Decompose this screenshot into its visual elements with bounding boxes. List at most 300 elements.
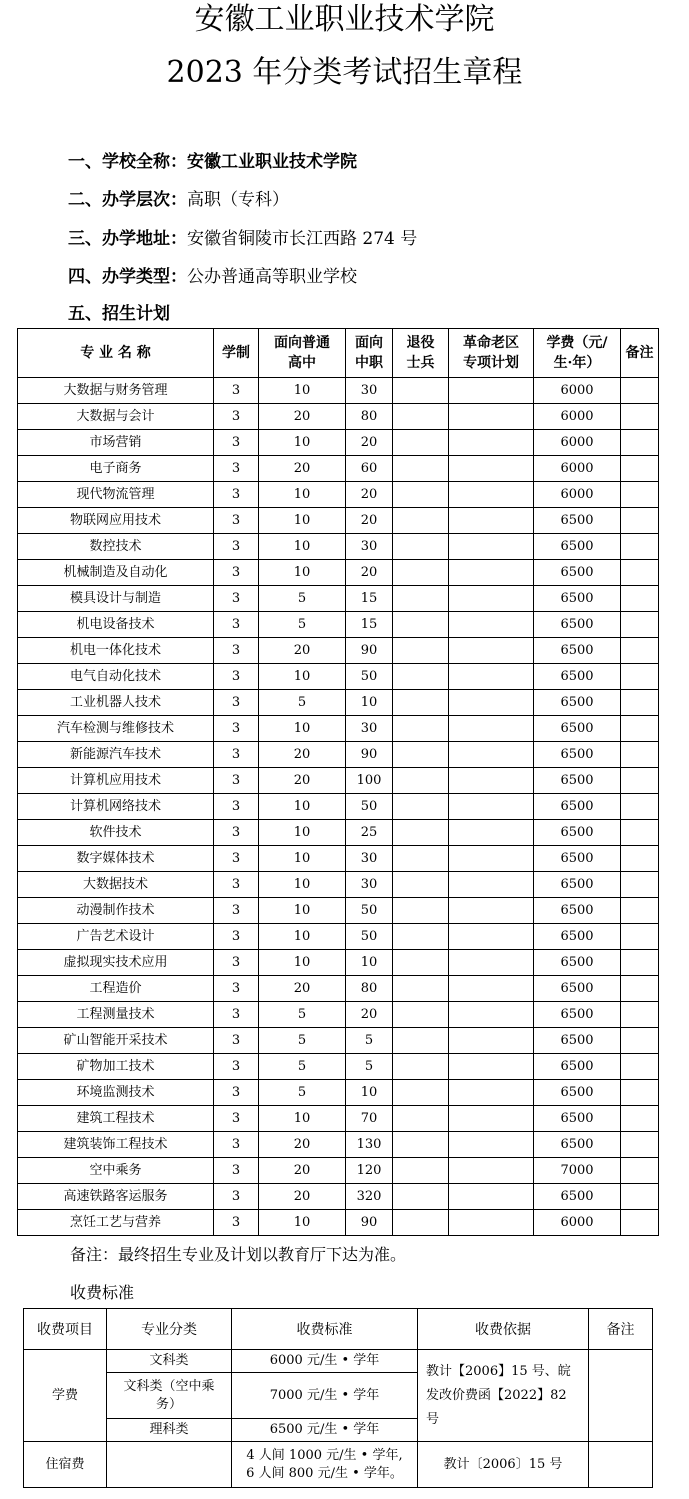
revolution-quota-cell <box>449 1002 534 1028</box>
section-value: 公办普通高等职业学校 <box>187 267 357 287</box>
revolution-quota-cell <box>449 378 534 404</box>
table-row <box>18 1002 659 1028</box>
revolution-quota-cell <box>449 456 534 482</box>
note-cell <box>621 872 659 898</box>
vocational-quota-cell: 20 <box>346 508 393 534</box>
note-cell <box>621 768 659 794</box>
major-cell: 建筑装饰工程技术 <box>18 1132 214 1158</box>
years-cell: 3 <box>214 560 259 586</box>
plan-header-cell <box>259 329 346 378</box>
high-school-quota-cell: 20 <box>259 742 346 768</box>
plan-body <box>18 378 659 1236</box>
revolution-quota-cell <box>449 404 534 430</box>
vocational-quota-cell: 90 <box>346 638 393 664</box>
tuition-cell: 6500 <box>534 664 621 690</box>
vocational-quota-cell: 100 <box>346 768 393 794</box>
major-cell: 计算机应用技术 <box>18 768 214 794</box>
fee-note-tuition <box>589 1350 653 1442</box>
major-cell: 模具设计与制造 <box>18 586 214 612</box>
tuition-cell: 6500 <box>534 690 621 716</box>
tuition-cell: 6500 <box>534 742 621 768</box>
revolution-quota-cell <box>449 898 534 924</box>
years-cell: 3 <box>214 378 259 404</box>
revolution-quota-cell <box>449 872 534 898</box>
high-school-quota-cell: 5 <box>259 690 346 716</box>
vocational-quota-cell: 20 <box>346 430 393 456</box>
note-cell <box>621 690 659 716</box>
note-cell <box>621 924 659 950</box>
high-school-quota-cell: 10 <box>259 716 346 742</box>
revolution-quota-cell <box>449 664 534 690</box>
table-row <box>18 846 659 872</box>
note-cell <box>621 664 659 690</box>
fee-standard-line: 4 人间 1000 元/生 • 学年, <box>246 1447 403 1463</box>
major-cell: 计算机网络技术 <box>18 794 214 820</box>
major-cell: 数控技术 <box>18 534 214 560</box>
fee-header-cell: 备注 <box>589 1309 653 1350</box>
section-label: 二、办学层次： <box>68 190 187 210</box>
major-cell: 物联网应用技术 <box>18 508 214 534</box>
years-cell: 3 <box>214 534 259 560</box>
veteran-quota-cell <box>393 768 449 794</box>
veteran-quota-cell <box>393 1132 449 1158</box>
note-cell <box>621 560 659 586</box>
plan-header-line: 退役 <box>406 335 435 351</box>
years-cell: 3 <box>214 404 259 430</box>
fee-basis-tuition: 教计【2006】15 号、皖发改价费函【2022】82 号 <box>418 1350 589 1442</box>
table-row <box>18 430 659 456</box>
plan-header-line: 革命老区 <box>463 335 519 351</box>
table-row <box>18 768 659 794</box>
fee-header-cell: 收费项目 <box>24 1309 107 1350</box>
years-cell: 3 <box>214 1184 259 1210</box>
page-title: 安徽工业职业技术学院 <box>194 2 495 37</box>
section-value: 高职（专科） <box>187 190 289 210</box>
note-cell <box>621 898 659 924</box>
table-row <box>18 1210 659 1236</box>
revolution-quota-cell <box>449 742 534 768</box>
page-subtitle: 2023 年分类考试招生章程 <box>166 55 523 90</box>
veteran-quota-cell <box>393 534 449 560</box>
note-cell <box>621 456 659 482</box>
high-school-quota-cell: 5 <box>259 1080 346 1106</box>
plan-header-cell <box>18 329 214 378</box>
plan-header-line: 生·年） <box>553 355 601 371</box>
plan-header-line: 学制 <box>222 345 250 361</box>
years-cell: 3 <box>214 846 259 872</box>
tuition-cell: 6500 <box>534 716 621 742</box>
major-cell: 大数据技术 <box>18 872 214 898</box>
tuition-cell: 6500 <box>534 612 621 638</box>
note-cell <box>621 1028 659 1054</box>
vocational-quota-cell: 5 <box>346 1054 393 1080</box>
major-cell: 烹饪工艺与营养 <box>18 1210 214 1236</box>
high-school-quota-cell: 10 <box>259 1210 346 1236</box>
tuition-cell: 6500 <box>534 1054 621 1080</box>
vocational-quota-cell: 50 <box>346 664 393 690</box>
years-cell: 3 <box>214 1054 259 1080</box>
veteran-quota-cell <box>393 1158 449 1184</box>
veteran-quota-cell <box>393 950 449 976</box>
years-cell: 3 <box>214 430 259 456</box>
plan-header-line: 面向 <box>355 335 383 351</box>
vocational-quota-cell: 50 <box>346 924 393 950</box>
years-cell: 3 <box>214 794 259 820</box>
high-school-quota-cell: 20 <box>259 1132 346 1158</box>
years-cell: 3 <box>214 1210 259 1236</box>
revolution-quota-cell <box>449 950 534 976</box>
years-cell: 3 <box>214 508 259 534</box>
years-cell: 3 <box>214 820 259 846</box>
tuition-cell: 6000 <box>534 482 621 508</box>
fee-note-housing <box>589 1442 653 1488</box>
major-cell: 电子商务 <box>18 456 214 482</box>
high-school-quota-cell: 10 <box>259 560 346 586</box>
veteran-quota-cell <box>393 820 449 846</box>
fee-row-tuition-arts <box>24 1350 653 1373</box>
tuition-cell: 6500 <box>534 638 621 664</box>
note-cell <box>621 950 659 976</box>
high-school-quota-cell: 10 <box>259 820 346 846</box>
revolution-quota-cell <box>449 716 534 742</box>
revolution-quota-cell <box>449 430 534 456</box>
years-cell: 3 <box>214 872 259 898</box>
veteran-quota-cell <box>393 1080 449 1106</box>
years-cell: 3 <box>214 742 259 768</box>
high-school-quota-cell: 10 <box>259 898 346 924</box>
major-cell: 新能源汽车技术 <box>18 742 214 768</box>
veteran-quota-cell <box>393 872 449 898</box>
plan-header-cell <box>449 329 534 378</box>
tuition-cell: 6000 <box>534 430 621 456</box>
vocational-quota-cell: 70 <box>346 1106 393 1132</box>
table-row <box>18 716 659 742</box>
vocational-quota-cell: 60 <box>346 456 393 482</box>
note-cell <box>621 1210 659 1236</box>
table-row <box>18 664 659 690</box>
tuition-cell: 6500 <box>534 1028 621 1054</box>
plan-header-cell <box>534 329 621 378</box>
tuition-cell: 6500 <box>534 846 621 872</box>
section-label: 四、办学类型： <box>68 267 187 287</box>
years-cell: 3 <box>214 456 259 482</box>
plan-header-cell <box>214 329 259 378</box>
note-cell <box>621 1158 659 1184</box>
vocational-quota-cell: 50 <box>346 898 393 924</box>
major-cell: 高速铁路客运服务 <box>18 1184 214 1210</box>
table-row <box>18 742 659 768</box>
enrollment-plan-table <box>17 328 659 1236</box>
major-cell: 大数据与财务管理 <box>18 378 214 404</box>
table-row <box>18 820 659 846</box>
veteran-quota-cell <box>393 1210 449 1236</box>
plan-header-line: 士兵 <box>406 355 435 371</box>
veteran-quota-cell <box>393 690 449 716</box>
fee-header-cell: 收费标准 <box>232 1309 418 1350</box>
table-row <box>18 586 659 612</box>
high-school-quota-cell: 20 <box>259 638 346 664</box>
vocational-quota-cell: 5 <box>346 1028 393 1054</box>
note-cell <box>621 508 659 534</box>
major-cell: 广告艺术设计 <box>18 924 214 950</box>
plan-header-cell <box>346 329 393 378</box>
tuition-cell: 6000 <box>534 404 621 430</box>
major-cell: 大数据与会计 <box>18 404 214 430</box>
fee-heading: 收费标准 <box>70 1283 135 1302</box>
major-cell: 环境监测技术 <box>18 1080 214 1106</box>
note-cell <box>621 612 659 638</box>
table-row <box>18 1054 659 1080</box>
years-cell: 3 <box>214 976 259 1002</box>
high-school-quota-cell: 10 <box>259 430 346 456</box>
revolution-quota-cell <box>449 586 534 612</box>
veteran-quota-cell <box>393 1028 449 1054</box>
high-school-quota-cell: 10 <box>259 950 346 976</box>
revolution-quota-cell <box>449 690 534 716</box>
vocational-quota-cell: 20 <box>346 1002 393 1028</box>
years-cell: 3 <box>214 482 259 508</box>
plan-header-cell <box>393 329 449 378</box>
vocational-quota-cell: 80 <box>346 404 393 430</box>
plan-header-row <box>18 329 659 378</box>
major-cell: 空中乘务 <box>18 1158 214 1184</box>
table-row <box>18 1028 659 1054</box>
table-row <box>18 508 659 534</box>
fee-row-housing <box>24 1442 653 1488</box>
veteran-quota-cell <box>393 482 449 508</box>
veteran-quota-cell <box>393 1106 449 1132</box>
vocational-quota-cell: 15 <box>346 612 393 638</box>
table-row <box>18 638 659 664</box>
high-school-quota-cell: 20 <box>259 1184 346 1210</box>
revolution-quota-cell <box>449 1132 534 1158</box>
vocational-quota-cell: 10 <box>346 690 393 716</box>
veteran-quota-cell <box>393 612 449 638</box>
tuition-cell: 7000 <box>534 1158 621 1184</box>
table-row <box>18 976 659 1002</box>
note-cell <box>621 846 659 872</box>
table-row <box>18 1080 659 1106</box>
vocational-quota-cell: 25 <box>346 820 393 846</box>
vocational-quota-cell: 10 <box>346 1080 393 1106</box>
table-row <box>18 690 659 716</box>
tuition-cell: 6500 <box>534 586 621 612</box>
revolution-quota-cell <box>449 846 534 872</box>
high-school-quota-cell: 10 <box>259 534 346 560</box>
fee-table <box>23 1308 653 1488</box>
tuition-cell: 6500 <box>534 1184 621 1210</box>
table-row <box>18 1158 659 1184</box>
years-cell: 3 <box>214 1028 259 1054</box>
vocational-quota-cell: 30 <box>346 534 393 560</box>
note-cell <box>621 1132 659 1158</box>
table-row <box>18 794 659 820</box>
high-school-quota-cell: 20 <box>259 768 346 794</box>
high-school-quota-cell: 10 <box>259 1106 346 1132</box>
veteran-quota-cell <box>393 846 449 872</box>
table-row <box>18 924 659 950</box>
veteran-quota-cell <box>393 586 449 612</box>
vocational-quota-cell: 30 <box>346 378 393 404</box>
section-enrollment-plan <box>68 303 170 325</box>
note-cell <box>621 820 659 846</box>
note-cell <box>621 430 659 456</box>
section-address <box>68 228 417 250</box>
fee-item-tuition: 学费 <box>24 1350 107 1442</box>
revolution-quota-cell <box>449 1080 534 1106</box>
table-row <box>18 482 659 508</box>
veteran-quota-cell <box>393 924 449 950</box>
high-school-quota-cell: 10 <box>259 872 346 898</box>
major-cell: 市场营销 <box>18 430 214 456</box>
major-cell: 电气自动化技术 <box>18 664 214 690</box>
tuition-cell: 6500 <box>534 1080 621 1106</box>
tuition-cell: 6500 <box>534 872 621 898</box>
table-row <box>18 456 659 482</box>
vocational-quota-cell: 30 <box>346 716 393 742</box>
veteran-quota-cell <box>393 794 449 820</box>
vocational-quota-cell: 50 <box>346 794 393 820</box>
note-cell <box>621 378 659 404</box>
vocational-quota-cell: 30 <box>346 872 393 898</box>
revolution-quota-cell <box>449 976 534 1002</box>
tuition-cell: 6500 <box>534 508 621 534</box>
fee-standard: 7000 元/生 • 学年 <box>232 1373 418 1419</box>
note-cell <box>621 482 659 508</box>
major-cell: 机电设备技术 <box>18 612 214 638</box>
plan-header-cell <box>621 329 659 378</box>
high-school-quota-cell: 10 <box>259 482 346 508</box>
vocational-quota-cell: 20 <box>346 482 393 508</box>
vocational-quota-cell: 15 <box>346 586 393 612</box>
years-cell: 3 <box>214 768 259 794</box>
veteran-quota-cell <box>393 404 449 430</box>
years-cell: 3 <box>214 586 259 612</box>
section-value: 安徽工业职业技术学院 <box>187 152 357 172</box>
years-cell: 3 <box>214 1106 259 1132</box>
fee-standard-line: 6 人间 800 元/生 • 学年。 <box>246 1465 403 1481</box>
revolution-quota-cell <box>449 638 534 664</box>
major-cell: 工业机器人技术 <box>18 690 214 716</box>
veteran-quota-cell <box>393 560 449 586</box>
major-cell: 矿物加工技术 <box>18 1054 214 1080</box>
note-cell <box>621 976 659 1002</box>
fee-category: 文科类（空中乘务） <box>107 1373 232 1419</box>
tuition-cell: 6500 <box>534 794 621 820</box>
vocational-quota-cell: 320 <box>346 1184 393 1210</box>
tuition-cell: 6500 <box>534 560 621 586</box>
major-cell: 机械制造及自动化 <box>18 560 214 586</box>
years-cell: 3 <box>214 638 259 664</box>
vocational-quota-cell: 120 <box>346 1158 393 1184</box>
veteran-quota-cell <box>393 898 449 924</box>
tuition-cell: 6000 <box>534 1210 621 1236</box>
table-row <box>18 950 659 976</box>
section-type <box>68 266 357 288</box>
section-value: 安徽省铜陵市长江西路 274 号 <box>187 229 418 249</box>
veteran-quota-cell <box>393 976 449 1002</box>
section-label: 五、招生计划 <box>68 304 170 324</box>
section-label: 一、学校全称： <box>68 152 187 172</box>
revolution-quota-cell <box>449 508 534 534</box>
fee-header-row <box>24 1309 653 1350</box>
table-row <box>18 1106 659 1132</box>
major-cell: 机电一体化技术 <box>18 638 214 664</box>
veteran-quota-cell <box>393 1184 449 1210</box>
tuition-cell: 6500 <box>534 1002 621 1028</box>
major-cell: 汽车检测与维修技术 <box>18 716 214 742</box>
fee-standard: 6500 元/生 • 学年 <box>232 1419 418 1442</box>
veteran-quota-cell <box>393 508 449 534</box>
vocational-quota-cell: 30 <box>346 846 393 872</box>
major-cell: 矿山智能开采技术 <box>18 1028 214 1054</box>
fee-category: 文科类 <box>107 1350 232 1373</box>
high-school-quota-cell: 5 <box>259 1054 346 1080</box>
high-school-quota-cell: 20 <box>259 456 346 482</box>
fee-category: 理科类 <box>107 1419 232 1442</box>
revolution-quota-cell <box>449 612 534 638</box>
major-cell: 建筑工程技术 <box>18 1106 214 1132</box>
revolution-quota-cell <box>449 1054 534 1080</box>
vocational-quota-cell: 10 <box>346 950 393 976</box>
veteran-quota-cell <box>393 456 449 482</box>
note-cell <box>621 1106 659 1132</box>
high-school-quota-cell: 5 <box>259 586 346 612</box>
plan-header-line: 学费（元/ <box>546 335 608 351</box>
note-cell <box>621 1054 659 1080</box>
major-cell: 工程造价 <box>18 976 214 1002</box>
years-cell: 3 <box>214 924 259 950</box>
note-cell <box>621 586 659 612</box>
note-cell <box>621 404 659 430</box>
major-cell: 现代物流管理 <box>18 482 214 508</box>
high-school-quota-cell: 10 <box>259 664 346 690</box>
years-cell: 3 <box>214 898 259 924</box>
tuition-cell: 6500 <box>534 976 621 1002</box>
high-school-quota-cell: 10 <box>259 794 346 820</box>
note-cell <box>621 1184 659 1210</box>
revolution-quota-cell <box>449 768 534 794</box>
tuition-cell: 6500 <box>534 898 621 924</box>
note-cell <box>621 742 659 768</box>
vocational-quota-cell: 90 <box>346 742 393 768</box>
major-cell: 软件技术 <box>18 820 214 846</box>
table-row <box>18 1132 659 1158</box>
tuition-cell: 6500 <box>534 768 621 794</box>
tuition-cell: 6500 <box>534 1132 621 1158</box>
revolution-quota-cell <box>449 534 534 560</box>
fee-standard-housing <box>232 1442 418 1488</box>
table-row <box>18 612 659 638</box>
years-cell: 3 <box>214 690 259 716</box>
high-school-quota-cell: 10 <box>259 846 346 872</box>
fee-item-housing: 住宿费 <box>24 1442 107 1488</box>
veteran-quota-cell <box>393 716 449 742</box>
fee-header-cell: 收费依据 <box>418 1309 589 1350</box>
veteran-quota-cell <box>393 430 449 456</box>
high-school-quota-cell: 5 <box>259 1028 346 1054</box>
veteran-quota-cell <box>393 664 449 690</box>
years-cell: 3 <box>214 1132 259 1158</box>
high-school-quota-cell: 5 <box>259 612 346 638</box>
vocational-quota-cell: 80 <box>346 976 393 1002</box>
vocational-quota-cell: 90 <box>346 1210 393 1236</box>
section-level <box>68 189 289 211</box>
veteran-quota-cell <box>393 1054 449 1080</box>
table-row <box>18 898 659 924</box>
table-row <box>18 1184 659 1210</box>
veteran-quota-cell <box>393 378 449 404</box>
